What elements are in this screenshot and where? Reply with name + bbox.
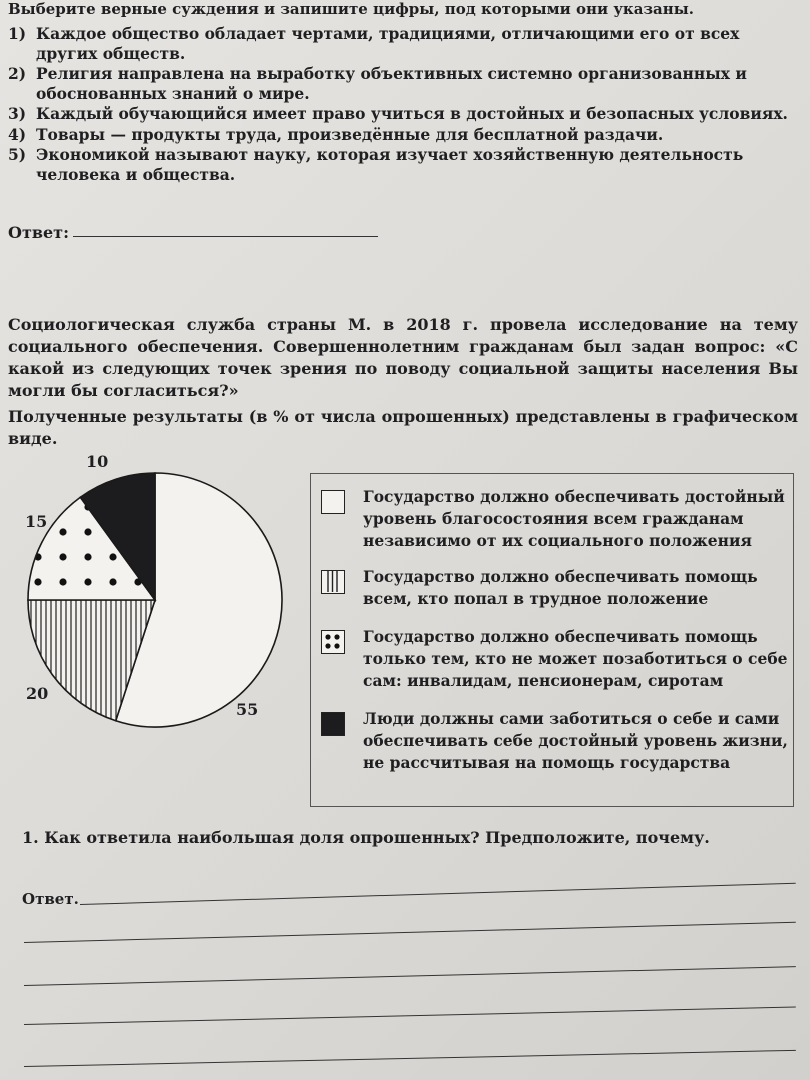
- answer-label: Ответ:: [8, 223, 69, 242]
- answer-write-line[interactable]: [24, 1006, 796, 1025]
- slice-value-label: 15: [25, 512, 48, 531]
- statements-list: [8, 24, 798, 185]
- statement-item: 2) Религия направлена на выработку объективных системно организованных и обоснованных знаний о мире.: [8, 64, 747, 103]
- chart-legend: Государство должно обеспечивать достойный уровень благосостояния всем гражданам независимо от их социального положения Государство должно обеспечивать помощь всем, кто попал в трудное положение Государство должно обеспечивать помощь только тем, кто не может позаботиться о себе сам: инвалидам, пенсионерам, сиротам Люди должны сами заботиться о себе и сами обеспечивать себе достойный уровень жизни, не рассчитывая на помощь государства: [310, 473, 794, 807]
- answer-write-line[interactable]: [24, 922, 796, 943]
- pie-svg: [20, 462, 290, 732]
- answer-field-1[interactable]: [8, 223, 69, 242]
- pie-chart: [20, 452, 290, 732]
- legend-swatch-hatch: [321, 570, 345, 594]
- answer-write-line[interactable]: [24, 966, 796, 986]
- intro-paragraph: Полученные результаты (в % от числа опрошенных) представлены в графическом виде.: [8, 407, 798, 448]
- legend-swatch-solid: [321, 712, 345, 736]
- statement-item: 3) Каждый обучающийся имеет право учиться в достойных и безопасных условиях.: [8, 104, 788, 123]
- statement-item: 4) Товары — продукты труда, произведённые для бесплатной раздачи.: [8, 124, 664, 144]
- slice-value-label: 20: [26, 684, 49, 703]
- intro-paragraph: Социологическая служба страны М. в 2018 г. провела исследование на тему социального обеспечения. Совершеннолетним гражданам был задан вопрос: «С какой из следующих точек зрения по поводу социальной защиты населения Вы могли бы согласиться?»: [8, 315, 798, 400]
- slice-value-label: 10: [86, 452, 109, 471]
- statement-item: 1) Каждое общество обладает чертами, традициями, отличающими его от всех других обществ.: [8, 24, 740, 63]
- task-instruction: Выберите верные суждения и запишите цифры, под которыми они указаны.: [8, 0, 695, 18]
- legend-swatch-blank: [321, 490, 345, 514]
- statement-item: 5) Экономикой называют науку, которая изучает хозяйственную деятельность человека и общества.: [8, 145, 744, 184]
- answer-line: [73, 236, 378, 237]
- legend-swatch-dots: [321, 630, 345, 654]
- answer-write-line[interactable]: [24, 1050, 796, 1067]
- answer-label-2: Ответ.: [22, 890, 79, 908]
- question-1: 1. Как ответила наибольшая доля опрошенных? Предположите, почему.: [22, 828, 710, 847]
- slice-value-label: 55: [236, 700, 259, 719]
- task-intro: [8, 314, 798, 454]
- answer-write-line[interactable]: [80, 883, 796, 905]
